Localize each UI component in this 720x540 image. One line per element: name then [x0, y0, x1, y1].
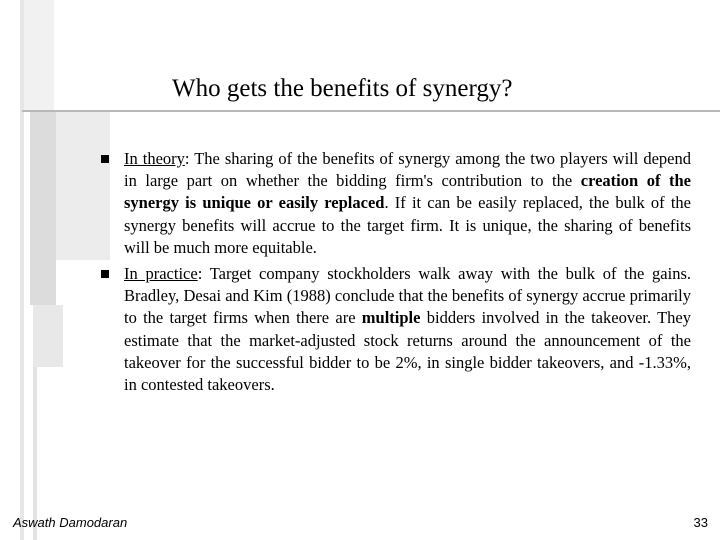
page-number: 33 — [693, 515, 708, 530]
bullet-heading-practice: In practice — [124, 264, 198, 284]
text-run: : Target company stockholders walk away with the bulk of the gains. Bradley, Desai and Kim (1988) conclude that the benefits of synergy accrue primarily to the target firms when there are — [124, 264, 692, 328]
text-run: . If it can be easily replaced, the bulk of the synergy benefits will accrue to the target firm. It is unique, the sharing of benefits will be much more equitable. — [124, 193, 691, 257]
deco-bar — [30, 110, 56, 305]
bullet-item-practice — [97, 263, 691, 396]
bullet-text — [124, 148, 691, 259]
square-bullet-icon — [101, 270, 109, 278]
deco-bar — [33, 305, 63, 367]
slide-title: Who gets the benefits of synergy? — [172, 75, 513, 102]
bold-emphasis: multiple — [361, 308, 421, 328]
bold-emphasis: creation of the synergy is unique or easily replaced — [124, 171, 691, 213]
square-bullet-icon — [101, 155, 109, 163]
text-run: : The sharing of the benefits of synergy among the two players will depend in large part on whether the bidding firm's contribution to the — [124, 149, 692, 191]
bullet-list — [97, 148, 691, 396]
bullet-item-theory — [97, 148, 691, 259]
bullet-text — [124, 263, 691, 396]
title-underline-rule — [22, 110, 720, 112]
footer-author: Aswath Damodaran — [13, 515, 128, 530]
deco-bar — [24, 0, 54, 110]
text-run: bidders involved in the takeover. They estimate that the market-adjusted stock returns around the announcement of the takeover for the successful bidder to be 2%, in single bidder takeovers, and -1.33%, in contested takeovers. — [124, 308, 691, 395]
bullet-heading-theory: In theory — [124, 149, 185, 168]
